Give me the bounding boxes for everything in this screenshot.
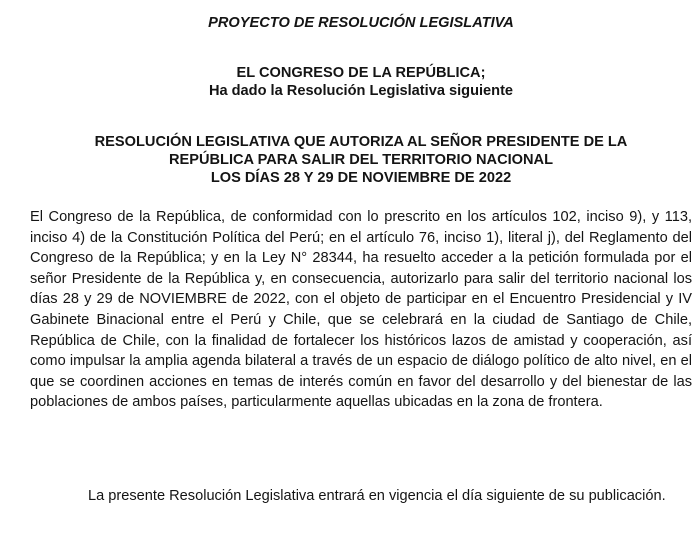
congress-header xyxy=(30,64,692,100)
resolution-title-line-3: LOS DÍAS 28 Y 29 DE NOVIEMBRE DE 2022 xyxy=(210,170,512,186)
main-paragraph: El Congreso de la República, de conformidad con lo prescrito en los artículos 102, inciso 9), y 113, inciso 4) de la Constitución Política del Perú; en el artículo 76, inciso 1), literal j), del Reglamento del Congreso de la República; y en la Ley N° 28344, ha resuelto acceder a la petición formulada por el señor Presidente de la República y, en consecuencia, autorizarlo para salir del territorio nacional los días 28 y 29 de NOVIEMBRE de 2022, con el objeto de participar en el Encuentro Presidencial y IV Gabinete Binacional entre el Perú y Chile, que se celebrará en la ciudad de Santiago de Chile, República de Chile, con la finalidad de fortalecer los históricos lazos de amistad y cooperación, así como impulsar la amplia agenda bilateral a través de un espacio de diálogo político de alto nivel, en el que se coordinen acciones en temas de interés común en favor del desarrollo y del bienestar de las poblaciones de ambos países, particularmente aquellas ubicadas en la zona de frontera. xyxy=(30,209,692,411)
given-line: Ha dado la Resolución Legislativa siguiente xyxy=(208,83,514,99)
congress-line: EL CONGRESO DE LA REPÚBLICA; xyxy=(236,65,486,81)
resolution-title-line-1: RESOLUCIÓN LEGISLATIVA QUE AUTORIZA AL SEÑOR PRESIDENTE DE LA xyxy=(94,134,628,150)
project-title: PROYECTO DE RESOLUCIÓN LEGISLATIVA xyxy=(208,15,514,31)
resolution-title xyxy=(30,133,692,187)
resolution-title-line-2: REPÚBLICA PARA SALIR DEL TERRITORIO NACIONAL xyxy=(168,152,554,168)
final-paragraph: La presente Resolución Legislativa entrará en vigencia el día siguiente de su publicación. xyxy=(88,488,666,504)
